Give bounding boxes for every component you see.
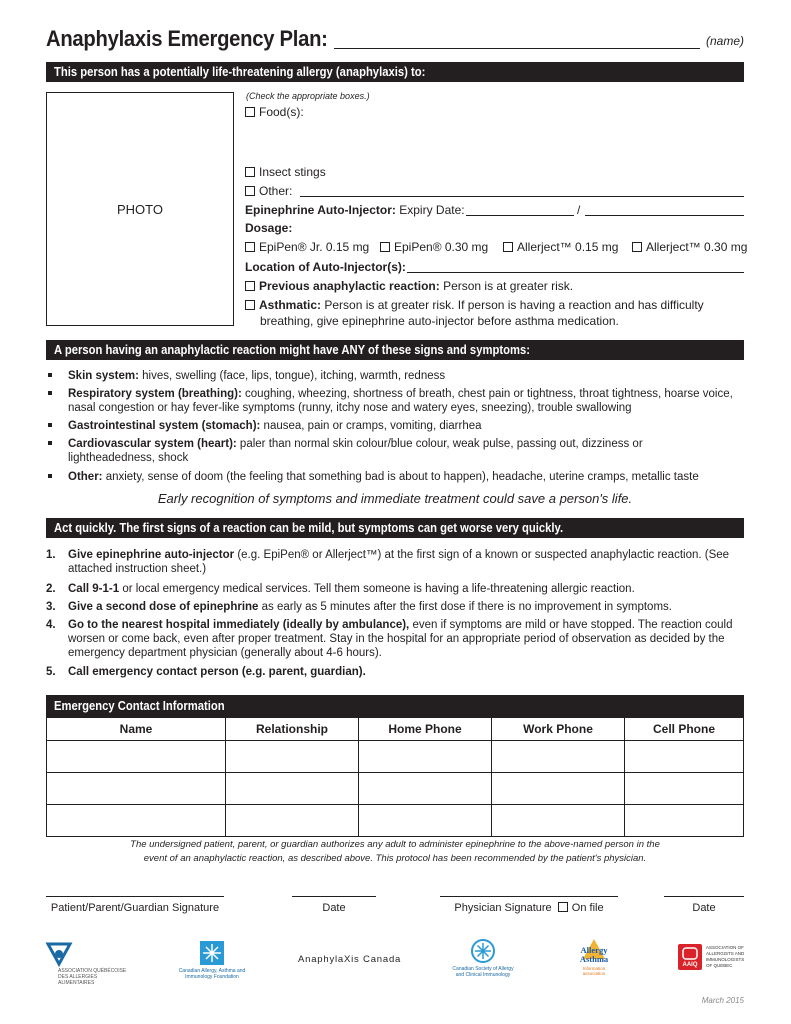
symptom-gastro: Gastrointestinal system (stomach): nausea, pain or cramps, vomiting, diarrhea (68, 419, 733, 433)
bullet-icon (48, 474, 52, 478)
cell-input[interactable] (492, 773, 625, 805)
authorization-text: The undersigned patient, parent, or guardian authorizes any adult to administer epinephrine to the above-named person in the event of an anaphylactic reaction, as described above. This protocol has been recommended by the patient's physician. (130, 839, 660, 864)
dose-allerject-015[interactable]: Allerject™ 0.15 mg (503, 240, 618, 254)
cell-input[interactable] (226, 805, 359, 837)
csaci-logo: Canadian Society of Allergy and Clinical Immunology (448, 938, 518, 980)
cell-input[interactable] (359, 773, 492, 805)
table-row (47, 773, 744, 805)
csaci-icon (470, 938, 496, 964)
cell-input[interactable] (47, 741, 226, 773)
col-home-phone: Home Phone (359, 718, 492, 741)
insect-checkbox[interactable] (245, 167, 255, 177)
insect-option[interactable]: Insect stings (245, 165, 326, 179)
dose-epipen[interactable]: EpiPen® 0.30 mg (380, 240, 488, 254)
bullet-icon (48, 441, 52, 445)
check-note: (Check the appropriate boxes.) (246, 91, 370, 101)
aaiq-logo: AAIQ ASSOCIATION OF ALLERGISTS AND IMMUNOLOGISTS OF QUEBEC (678, 944, 748, 982)
asthmatic-text-cont: breathing, give epinephrine auto-injector before asthma medication. (260, 314, 619, 328)
dose-allerject-030-checkbox[interactable] (632, 242, 642, 252)
patient-signature-line[interactable] (46, 896, 224, 897)
step-5: 5. Call emergency contact person (e.g. parent, guardian). (46, 666, 366, 678)
other-field[interactable] (300, 196, 744, 197)
aaia-logo: Allergy Asthma Information association (572, 938, 616, 982)
cell-input[interactable] (226, 773, 359, 805)
bullet-icon (48, 423, 52, 427)
cell-input[interactable] (625, 741, 744, 773)
step-2: 2. Call 9-1-1 or local emergency medical services. Tell them someone is having a life-threatening allergic reaction. (46, 583, 635, 595)
asthmatic-option[interactable]: Asthmatic: Person is at greater risk. If person is having a reaction and has difficulty (245, 298, 704, 312)
col-name: Name (47, 718, 226, 741)
location-field[interactable] (407, 272, 744, 273)
dose-epipen-jr-checkbox[interactable] (245, 242, 255, 252)
other-checkbox[interactable] (245, 186, 255, 196)
photo-box[interactable] (46, 92, 234, 326)
other-option[interactable]: Other: (245, 184, 292, 198)
cell-input[interactable] (47, 805, 226, 837)
dose-epipen-jr[interactable]: EpiPen® Jr. 0.15 mg (245, 240, 369, 254)
name-field[interactable] (334, 48, 700, 49)
caaif-logo: Canadian Allergy, Asthma and Immunology Foundation (172, 940, 252, 980)
symptom-other: Other: anxiety, sense of doom (the feeling that something bad is about to happen), headache, uterine cramps, metallic taste (68, 470, 748, 484)
col-relationship: Relationship (226, 718, 359, 741)
dose-allerject-030[interactable]: Allerject™ 0.30 mg (632, 240, 747, 254)
expiry-slash: / (577, 203, 581, 217)
cell-input[interactable] (359, 805, 492, 837)
dosage-label: Dosage: (245, 221, 293, 235)
cell-input[interactable] (625, 805, 744, 837)
col-work-phone: Work Phone (492, 718, 625, 741)
photo-label: PHOTO (117, 201, 163, 217)
name-label: (name) (706, 34, 745, 48)
physician-signature-line[interactable] (440, 896, 618, 897)
date1-label: Date (322, 902, 346, 914)
signs-bar: A person having an anaphylactic reaction might have ANY of these signs and symptoms: (46, 340, 744, 360)
bullet-icon (48, 373, 52, 377)
cell-input[interactable] (492, 805, 625, 837)
dose-allerject-015-checkbox[interactable] (503, 242, 513, 252)
auto-injector-row: Epinephrine Auto-Injector: Expiry Date: (245, 203, 465, 217)
previous-reaction-checkbox[interactable] (245, 281, 255, 291)
asthmatic-checkbox[interactable] (245, 300, 255, 310)
footer-date: March 2015 (701, 996, 744, 1005)
form-title: Anaphylaxis Emergency Plan: (46, 26, 328, 51)
physician-signature-label: Physician Signature On file (454, 902, 604, 914)
contact-table (46, 717, 744, 837)
cell-input[interactable] (625, 773, 744, 805)
foods-checkbox[interactable] (245, 107, 255, 117)
allergy-bar: This person has a potentially life-threatening allergy (anaphylaxis) to: (46, 62, 744, 82)
cell-input[interactable] (226, 741, 359, 773)
cell-input[interactable] (359, 741, 492, 773)
date2-line[interactable] (664, 896, 744, 897)
step-1: 1. Give epinephrine auto-injector (e.g. EpiPen® or Allerject™) at the first sign of a known or suspected anaphylactic reaction. (See attached instruction sheet.) (46, 549, 730, 575)
step-3: 3. Give a second dose of epinephrine as early as 5 minutes after the first dose if there is no improvement in symptoms. (46, 601, 672, 613)
expiry-year-field[interactable] (585, 215, 744, 216)
cell-input[interactable] (492, 741, 625, 773)
table-row (47, 805, 744, 837)
bullet-icon (48, 391, 52, 395)
col-cell-phone: Cell Phone (625, 718, 744, 741)
act-bar: Act quickly. The first signs of a reaction can be mild, but symptoms can get worse very quickly. (46, 518, 744, 538)
table-row (47, 741, 744, 773)
date1-line[interactable] (292, 896, 376, 897)
foods-option[interactable]: Food(s): (245, 105, 304, 119)
on-file-checkbox[interactable] (558, 902, 568, 912)
symptom-skin: Skin system: hives, swelling (face, lips, tongue), itching, warmth, redness (68, 369, 733, 383)
expiry-month-field[interactable] (466, 215, 574, 216)
contact-bar: Emergency Contact Information (46, 695, 744, 717)
dose-epipen-checkbox[interactable] (380, 242, 390, 252)
aqaa-icon (44, 942, 74, 968)
aqaa-logo: ASSOCIATION QUÉBÉCOISE DES ALLERGIES ALIMENTAIRES (44, 942, 130, 978)
anaphylaxis-canada-logo: AnaphylaXis Canada (298, 954, 402, 965)
previous-reaction-option[interactable]: Previous anaphylactic reaction: Person is at greater risk. (245, 279, 573, 293)
caaif-icon (199, 940, 225, 966)
patient-signature-label: Patient/Parent/Guardian Signature (50, 902, 220, 914)
symptom-cardio: Cardiovascular system (heart): paler than normal skin colour/blue colour, weak pulse, passing out, dizziness or lightheadedness, shock (68, 437, 688, 465)
location-label: Location of Auto-Injector(s): (245, 260, 406, 274)
date2-label: Date (692, 902, 716, 914)
cell-input[interactable] (47, 773, 226, 805)
early-recognition: Early recognition of symptoms and immediate treatment could save a person's life. (157, 491, 633, 506)
step-4: 4. Go to the nearest hospital immediately (ideally by ambulance), even if symptoms are mild or have stopped. The reaction could worsen or come back, even after proper treatment. Stay in the hospital for an appropriate period of observation as decided by the emergency department physician (generally about 4-6 hours). (46, 619, 733, 659)
symptom-respiratory: Respiratory system (breathing): coughing, wheezing, shortness of breath, chest pain or tightness, throat tightness, hoarse voice, nasal congestion or hay fever-like symptoms (runny, itchy nose and watery eyes, sneezing), trouble swallowing (68, 387, 733, 415)
